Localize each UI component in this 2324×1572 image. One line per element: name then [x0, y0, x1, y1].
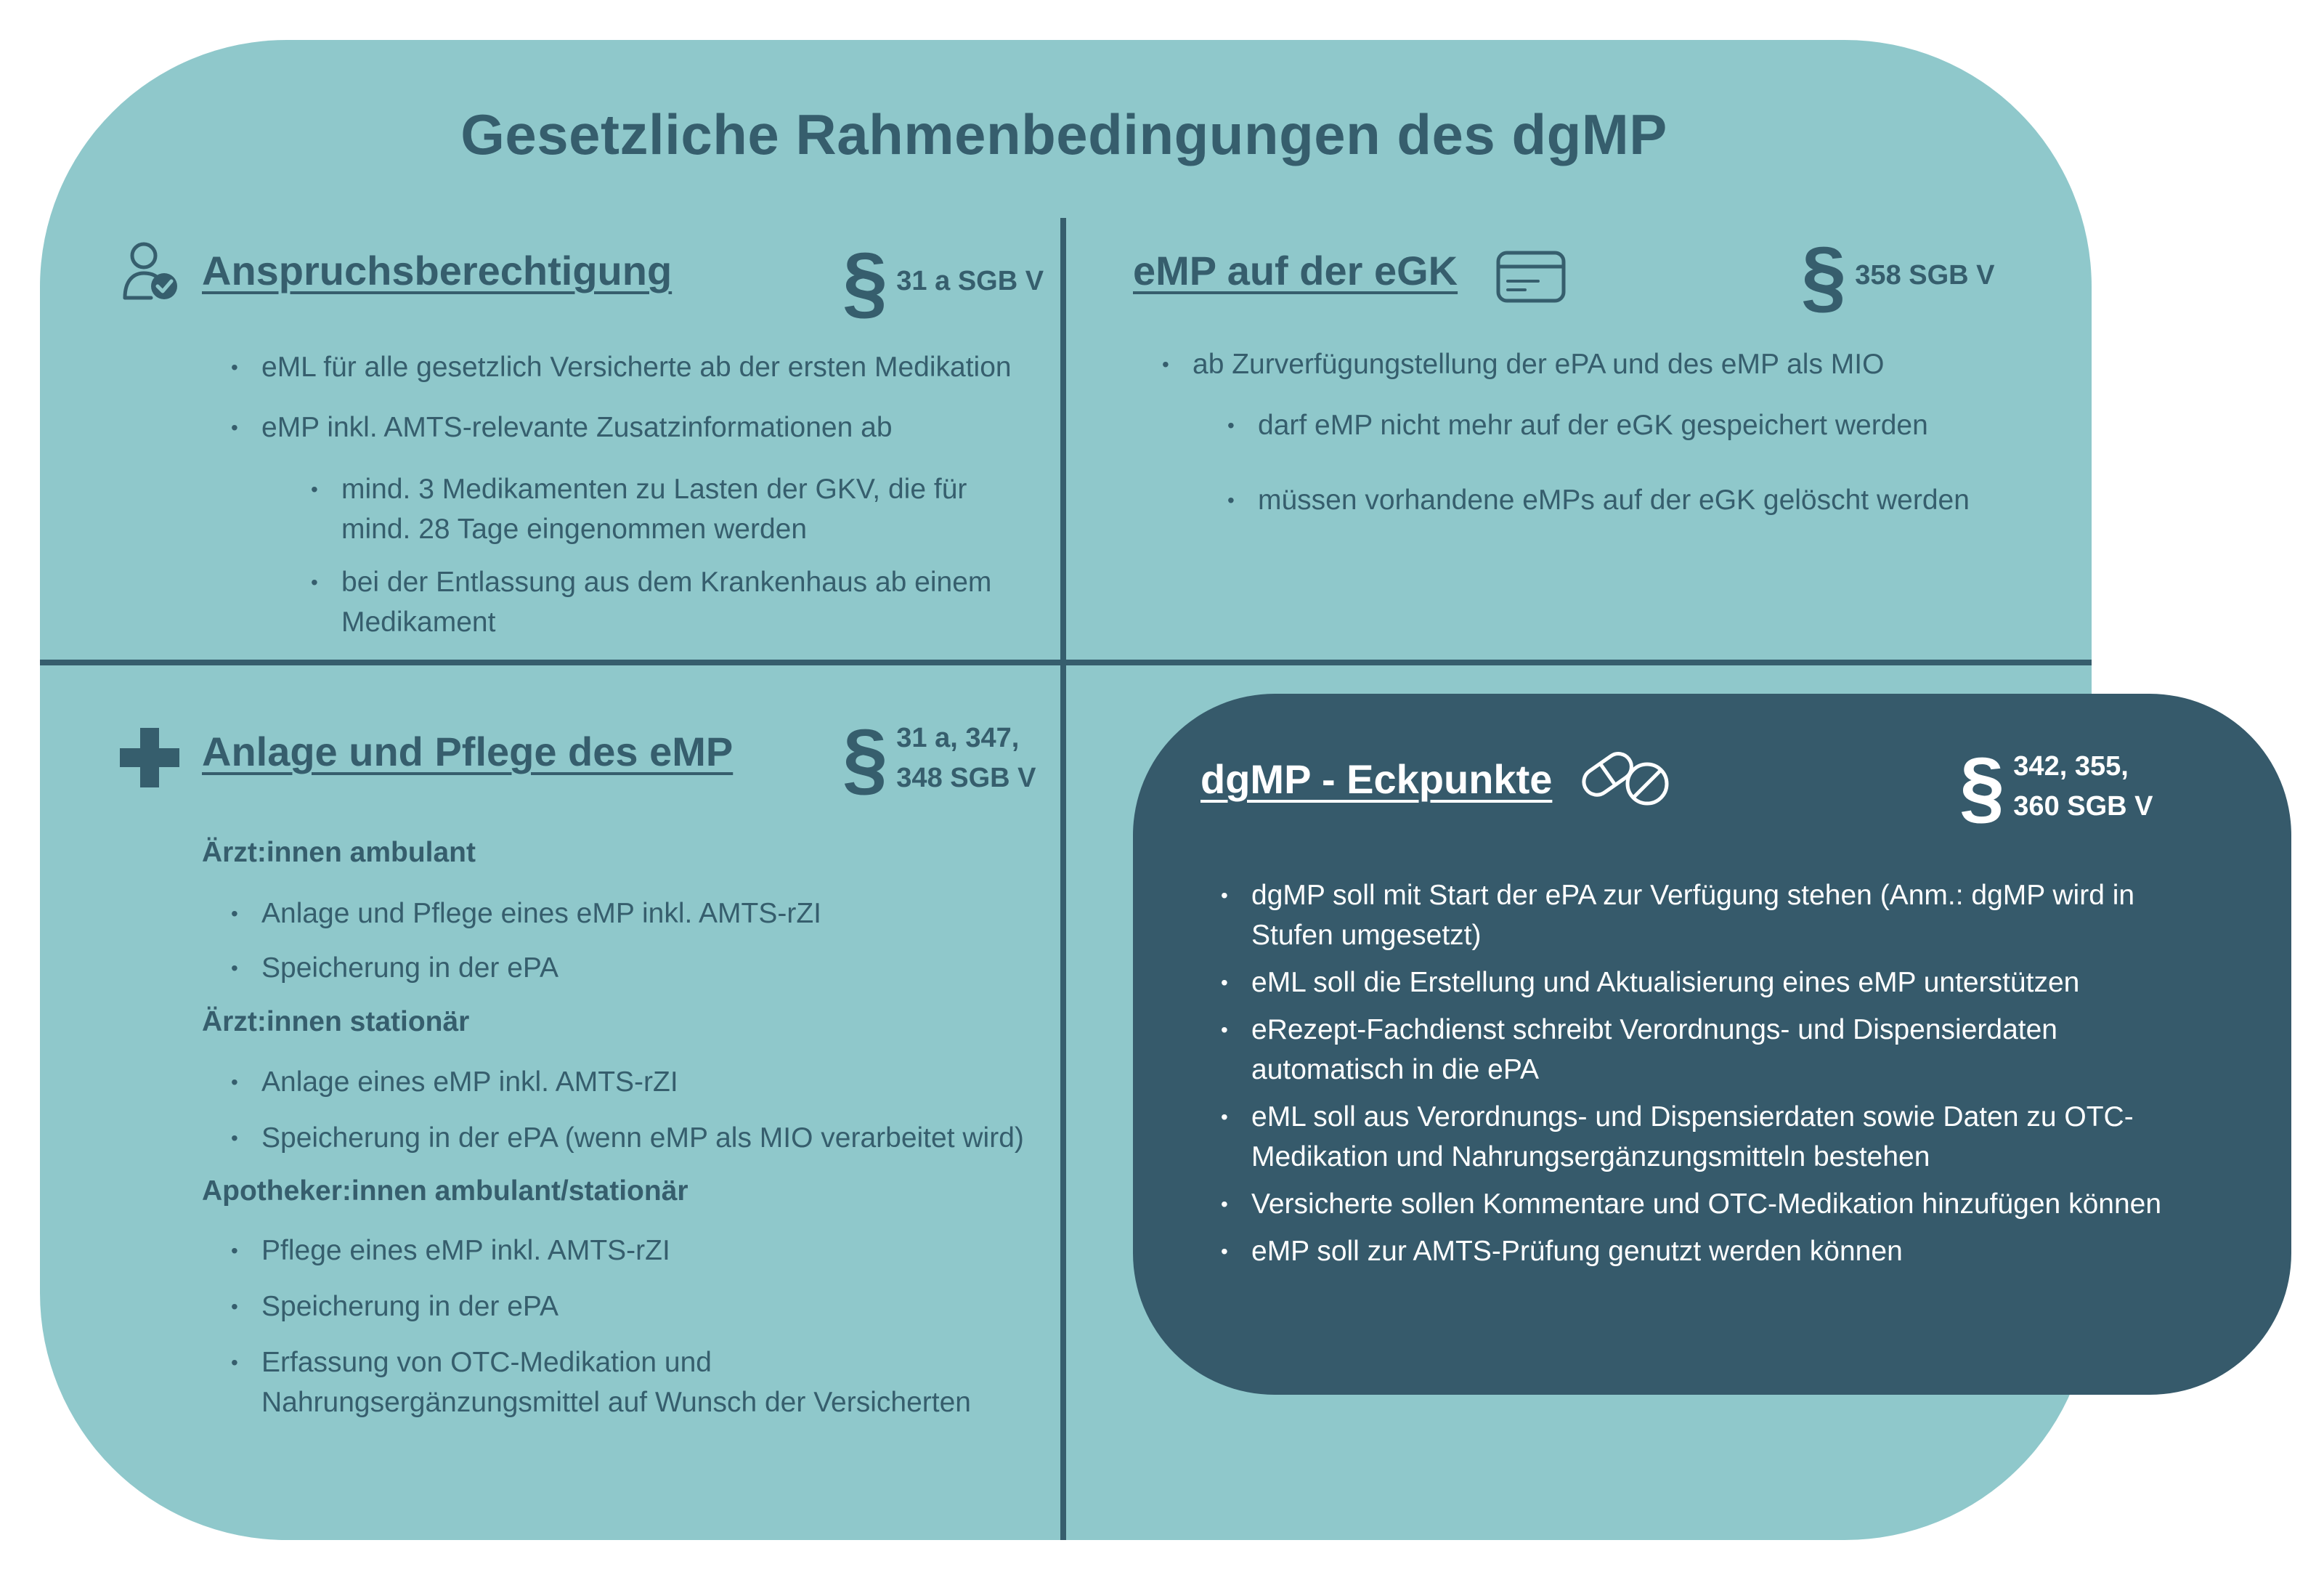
q4-list [1251, 875, 2188, 1271]
list-item: • mind. 3 Medikamenten zu Lasten der GKV, die für mind. 28 Tage eingenommen werden [341, 469, 1039, 549]
q3-paragraph-ref [842, 713, 1036, 803]
q3-group2-list [261, 1062, 1060, 1158]
eckpunkte-panel [1133, 694, 2291, 1395]
q2-list [1193, 344, 2079, 384]
person-check-icon [122, 240, 180, 302]
paragraph-ref-text: 358 SGB V [1855, 260, 1995, 291]
paragraph-ref-text: 31 a SGB V [896, 266, 1044, 297]
q2-sublist [1258, 405, 2086, 520]
list-item: • ab Zurverfügungstellung der ePA und des eMP als MIO [1193, 344, 2079, 384]
group-label-aerzte-stationaer: Ärzt:innen stationär [202, 1006, 470, 1037]
q1-paragraph-ref [842, 236, 1044, 327]
q3-group1-list [261, 894, 1060, 988]
list-item: • Speicherung in der ePA [261, 1287, 1031, 1326]
paragraph-ref-line1: 31 a, 347, [896, 722, 1020, 753]
list-item: • eMP soll zur AMTS-Prüfung genutzt werden können [1251, 1231, 2188, 1271]
paragraph-symbol: § [842, 236, 888, 327]
card-icon [1496, 251, 1566, 303]
paragraph-symbol: § [842, 713, 888, 803]
list-item: • eML für alle gesetzlich Versicherte ab der ersten Medikation [261, 347, 1053, 387]
paragraph-ref-line1: 342, 355, [2013, 750, 2129, 782]
pills-icon [1577, 740, 1672, 813]
page-title: Gesetzliche Rahmenbedingungen des dgMP [460, 102, 1667, 166]
list-item: • darf eMP nicht mehr auf der eGK gespeichert werden [1258, 405, 2086, 445]
q2-paragraph-ref [1801, 230, 1995, 321]
paragraph-symbol: § [1801, 230, 1847, 321]
q1-heading: Anspruchsberechtigung [202, 248, 673, 293]
paragraph-ref-line2: 360 SGB V [2013, 791, 2153, 822]
list-item: • Erfassung von OTC-Medikation und Nahrungsergänzungsmittel auf Wunsch der Versicherten [261, 1342, 1031, 1422]
horizontal-divider [40, 660, 2092, 665]
paragraph-symbol: § [1959, 741, 2005, 832]
q4-heading: dgMP - Eckpunkte [1200, 756, 1553, 802]
q3-group3-list [261, 1231, 1031, 1422]
list-item: • eML soll die Erstellung und Aktualisierung eines eMP unterstützen [1251, 963, 2188, 1002]
vertical-divider [1060, 218, 1066, 1540]
group-label-aerzte-ambulant: Ärzt:innen ambulant [202, 837, 476, 868]
paragraph-ref-text [896, 718, 1036, 798]
list-item: • Versicherte sollen Kommentare und OTC-Medikation hinzufügen können [1251, 1184, 2188, 1224]
q3-heading: Anlage und Pflege des eMP [202, 729, 734, 774]
list-item: • müssen vorhandene eMPs auf der eGK gelöscht werden [1258, 480, 2086, 520]
list-item: • eRezept-Fachdienst schreibt Verordnungs- und Dispensierdaten automatisch in die ePA [1251, 1010, 2188, 1090]
list-item: • Anlage eines eMP inkl. AMTS-rZI [261, 1062, 1060, 1102]
list-item: • Pflege eines eMP inkl. AMTS-rZI [261, 1231, 1031, 1271]
cross-icon [120, 728, 179, 787]
list-item: • dgMP soll mit Start der ePA zur Verfügung stehen (Anm.: dgMP wird in Stufen umgesetzt) [1251, 875, 2188, 955]
paragraph-ref-line2: 348 SGB V [896, 763, 1036, 793]
list-item: • Speicherung in der ePA (wenn eMP als MIO verarbeitet wird) [261, 1118, 1060, 1158]
list-item: • bei der Entlassung aus dem Krankenhaus ab einem Medikament [341, 562, 1039, 642]
q4-paragraph-ref [1959, 741, 2153, 832]
q1-sublist [341, 469, 1039, 642]
list-item: • Anlage und Pflege eines eMP inkl. AMTS-rZI [261, 894, 1060, 933]
list-item: • Speicherung in der ePA [261, 948, 1060, 988]
q1-list [261, 347, 1053, 447]
list-item: • eMP inkl. AMTS-relevante Zusatzinformationen ab [261, 408, 1053, 447]
q2-heading: eMP auf der eGK [1133, 248, 1458, 293]
group-label-apotheker: Apotheker:innen ambulant/stationär [202, 1175, 688, 1207]
list-item: • eML soll aus Verordnungs- und Dispensierdaten sowie Daten zu OTC-Medikation und Nahrungsergänzungsmitteln bestehen [1251, 1097, 2188, 1177]
paragraph-ref-text [2013, 747, 2153, 827]
